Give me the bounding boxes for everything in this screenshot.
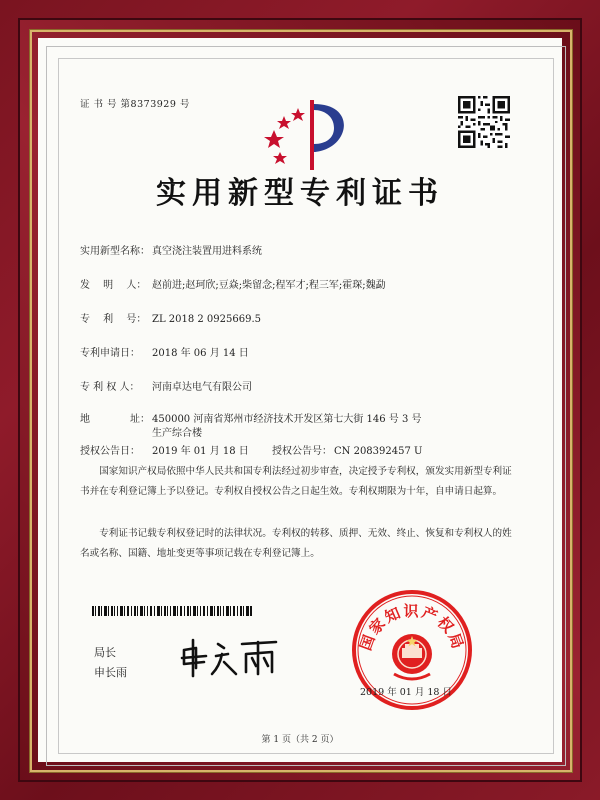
field-label: 专利申请日： [80, 348, 140, 359]
field-inventors [80, 276, 386, 291]
grant-date-value: 2019 年 01 月 18 日 [152, 446, 249, 457]
field-label: 专 利 权 人： [80, 382, 140, 393]
grant-no-value: CN 208392457 U [334, 446, 423, 457]
grant-statement: 国家知识产权局依照中华人民共和国专利法经过初步审查，决定授予专利权，颁发实用新型专利证书并在专利登记簿上予以登记。专利权自授权公告之日起生效。专利权期限为十年，自申请日起算。 [80, 466, 512, 497]
field-value: 生产综合楼 [152, 428, 202, 439]
qr-code-icon [458, 96, 510, 148]
field-grant-announcement [80, 442, 422, 457]
field-value: 河南卓达电气有限公司 [152, 382, 252, 393]
certificate-paper [38, 38, 562, 762]
seal-text: 国家知识产权局 [356, 602, 468, 653]
cnipa-logo-icon [262, 94, 354, 174]
certificate-title: 实用新型专利证书 [156, 176, 444, 211]
field-patent-number [80, 310, 261, 325]
field-address-line2 [80, 424, 202, 439]
grant-date-label: 授权公告日： [80, 446, 140, 457]
field-label: 发 明 人： [80, 280, 147, 291]
field-value: ZL 2018 2 0925669.5 [152, 314, 262, 325]
field-label: 专 利 号： [80, 314, 147, 325]
director-name: 申长雨 [94, 666, 127, 679]
page-number: 第 1 页（共 2 页） [261, 735, 339, 745]
seal-date: 2019 年 01 月 18 日 [360, 687, 452, 698]
field-label: 地 址： [80, 414, 150, 425]
field-label: 实用新型名称： [80, 246, 150, 257]
grant-no-label: 授权公告号： [272, 446, 332, 457]
director-label: 局长 [94, 646, 116, 659]
field-utility-model-name [80, 242, 262, 257]
field-value: 真空浇注装置用进料系统 [152, 246, 262, 257]
field-address [80, 410, 422, 425]
barcode-icon [92, 606, 252, 616]
field-patentee [80, 378, 252, 393]
field-application-date [80, 344, 249, 359]
field-value: 450000 河南省郑州市经济技术开发区第七大街 146 号 3 号 [152, 414, 422, 425]
certificate-number: 证 书 号 第8373929 号 [80, 99, 190, 110]
legal-status-statement: 专利证书记载专利权登记时的法律状况。专利权的转移、质押、无效、终止、恢复和专利权人的姓名或名称、国籍、地址变更等事项记载在专利登记簿上。 [80, 528, 512, 559]
field-value: 赵前进;赵珂欣;豆焱;柴留念;程军才;程三军;霍琛;魏勐 [152, 280, 386, 291]
field-value: 2018 年 06 月 14 日 [152, 348, 249, 359]
director-signature-icon [178, 634, 308, 678]
